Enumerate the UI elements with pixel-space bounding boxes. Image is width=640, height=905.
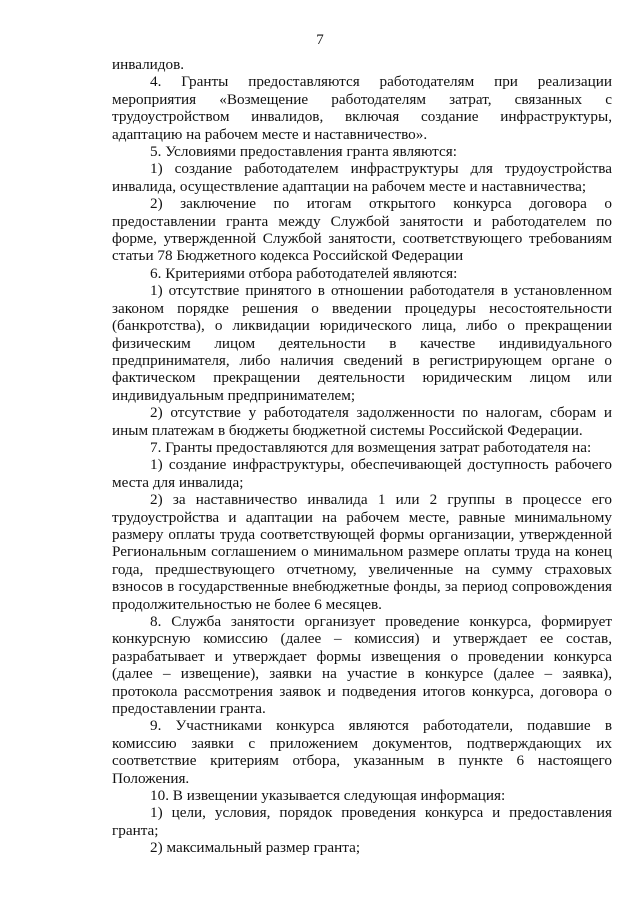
paragraph-item-8: 8. Служба занятости организует проведение конкурса, формирует конкурсную комиссию (далее – комиссия) и утверждает ее состав, разрабатывает и утверждает формы извещения о проведении конкурса (далее – извещение), заявки на участие в конкурсе (далее – заявка), протокола рассмотрения заявок и подведения итогов конкурса, договора о предоставлении гранта. [112,613,612,718]
paragraph-item-7-1: 1) создание инфраструктуры, обеспечивающей доступность рабочего места для инвалида; [112,456,612,491]
paragraph-item-7-2: 2) за наставничество инвалида 1 или 2 группы в процессе его трудоустройства и адаптации на рабочем месте, равные минимальному размеру оплаты труда соответствующей формы организации, утвержденной Региональным соглашением о минимальном размере оплаты труда на конец года, предшествующего отчетному, увеличенные на сумму страховых взносов в государственные внебюджетные фонды, за период сопровождения продолжительностью не более 6 месяцев. [112,491,612,613]
page-number: 7 [316,32,324,48]
paragraph-item-5-1: 1) создание работодателем инфраструктуры для трудоустройства инвалида, осуществление адаптации на рабочем месте и наставничества; [112,160,612,195]
paragraph-item-7: 7. Гранты предоставляются для возмещения затрат работодателя на: [150,438,592,456]
paragraph-item-5: 5. Условиями предоставления гранта являются: [150,143,457,161]
paragraph-item-9: 9. Участниками конкурса являются работодатели, подавшие в комиссию заявки с приложением документов, подтверждающих их соответствие критериям отбора, указанным в пункте 6 настоящего Положения. [112,717,612,787]
paragraph-item-4: 4. Гранты предоставляются работодателям при реализации мероприятия «Возмещение работодателям затрат, связанных с трудоустройством инвалидов, включая создание инфраструктуры, адаптацию на рабочем месте и наставничество». [112,73,612,143]
document-body [112,56,612,857]
paragraph-item-10: 10. В извещении указывается следующая информация: [150,787,506,805]
paragraph-item-6-2: 2) отсутствие у работодателя задолженности по налогам, сборам и иным платежам в бюджеты бюджетной системы Российской Федерации. [112,404,612,439]
paragraph-item-6-1: 1) отсутствие принятого в отношении работодателя в установленном законом порядке решения о введении процедуры несостоятельности (банкротства), о ликвидации юридического лица, либо о прекращении физическим лицом деятельности в качестве индивидуального предпринимателя, либо наличия сведений в регистрирующем органе о фактическом прекращении деятельности юридическим лицом или индивидуальным предпринимателем; [112,282,612,404]
paragraph-item-10-2: 2) максимальный размер гранта; [150,839,361,857]
paragraph-item-10-1: 1) цели, условия, порядок проведения конкурса и предоставления гранта; [112,804,612,839]
paragraph-item-6: 6. Критериями отбора работодателей являются: [150,264,458,282]
paragraph-item-5-2: 2) заключение по итогам открытого конкурса договора о предоставлении гранта между Службой занятости и работодателем по форме, утвержденной Службой занятости, соответствующего требованиям статьи 78 Бюджетного кодекса Российской Федерации [112,195,612,265]
paragraph-continuation: инвалидов. [112,56,185,73]
